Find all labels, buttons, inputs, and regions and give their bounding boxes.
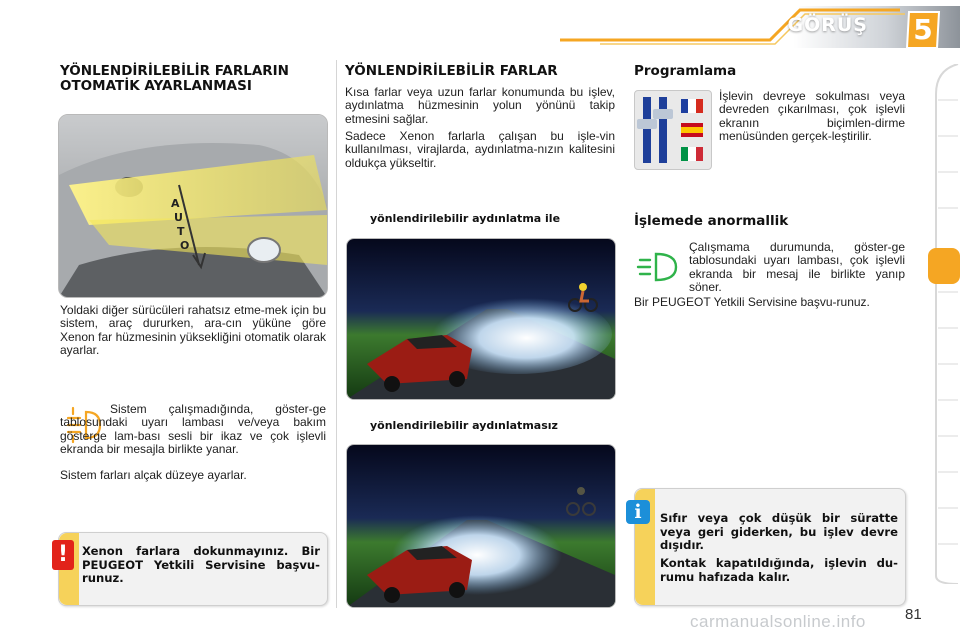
directional-lamps-paragraph2: Sadece Xenon farlarla çalışan bu işle-vin kullanılması, virajlarda, aydınlatma-nızın kalitesini oldukça yükseltir. <box>345 129 615 170</box>
chapter-number: 5 <box>913 13 933 46</box>
caption-without-directional: yönlendirilebilir aydınlatmasız <box>370 419 558 432</box>
programming-heading: Programlama <box>634 63 737 79</box>
svg-text:U: U <box>174 211 183 224</box>
system-failure-paragraph: Sistem çalışmadığında, göster-ge tablosundaki uyarı lambası ve/veya bakım gösterge lam-bası sesli bir ikaz ve çok işlevli ekranda bir mesajla birlikte yanar. <box>60 402 326 456</box>
chapter-tabs <box>928 64 960 584</box>
caption-with-directional: yönlendirilebilir aydınlatma ile <box>370 212 561 225</box>
page-number: 81 <box>905 606 922 623</box>
info-note-text1: Sıfır veya çok düşük bir süratte veya geri giderken, bu işlev devre dışıdır. <box>660 511 898 552</box>
auto-leveling-heading: YÖNLENDİRİLEBİLİR FARLARIN OTOMATİK AYARLANMASI <box>60 63 289 94</box>
car-headlamp-image <box>58 114 328 298</box>
directional-lamps-heading: YÖNLENDİRİLEBİLİR FARLAR <box>345 63 558 79</box>
svg-text:O: O <box>180 239 190 252</box>
malfunction-paragraph: Çalışmama durumunda, göster-ge tablosundaki uyarı lambası, çok işlevli ekranda bir mesaj ile birlikte yanıp söner. <box>689 240 905 294</box>
road-image-with-directional <box>346 238 616 400</box>
column-divider <box>336 60 337 608</box>
page-title: GÖRÜŞ <box>787 14 868 36</box>
directional-lamp-warning-icon <box>636 250 680 284</box>
auto-label-a: A <box>171 197 180 210</box>
watermark: carmanualsonline.info <box>690 612 866 631</box>
svg-text:T: T <box>177 225 185 238</box>
info-note-text2: Kontak kapatıldığında, işlevin du-rumu hafızada kalır. <box>660 556 898 584</box>
multifunction-screen-icon <box>634 90 712 170</box>
directional-lamps-paragraph1: Kısa farlar veya uzun farlar konumunda bu işlev, aydınlatma hüzmesinin yolun yönünü takip etmesini sağlar. <box>345 85 615 126</box>
auto-leveling-paragraph: Yoldaki diğer sürücüleri rahatsız etme-mek için bu sistem, araç dururken, ara-cın yüküne göre Xenon far hüzmesinin yüksekliğini otomatik olarak ayarlar. <box>60 303 326 357</box>
info-note-icon: i <box>626 500 650 524</box>
warning-note-icon: ! <box>52 540 74 570</box>
malfunction-heading: İşlemede anormallik <box>634 213 789 229</box>
low-beam-paragraph: Sistem farları alçak düzeye ayarlar. <box>60 468 247 482</box>
warning-note-text: Xenon farlara dokunmayınız. Bir PEUGEOT Yetkili Servisine başvu-runuz. <box>82 544 320 585</box>
programming-paragraph: İşlevin devreye sokulması veya devreden çıkarılması, çok işlevli ekranın biçimlen-dirme menüsünden gerçek-leştirilir. <box>719 89 905 143</box>
malfunction-service-paragraph: Bir PEUGEOT Yetkili Servisine başvu-runuz. <box>634 295 870 309</box>
road-image-without-directional <box>346 444 616 608</box>
